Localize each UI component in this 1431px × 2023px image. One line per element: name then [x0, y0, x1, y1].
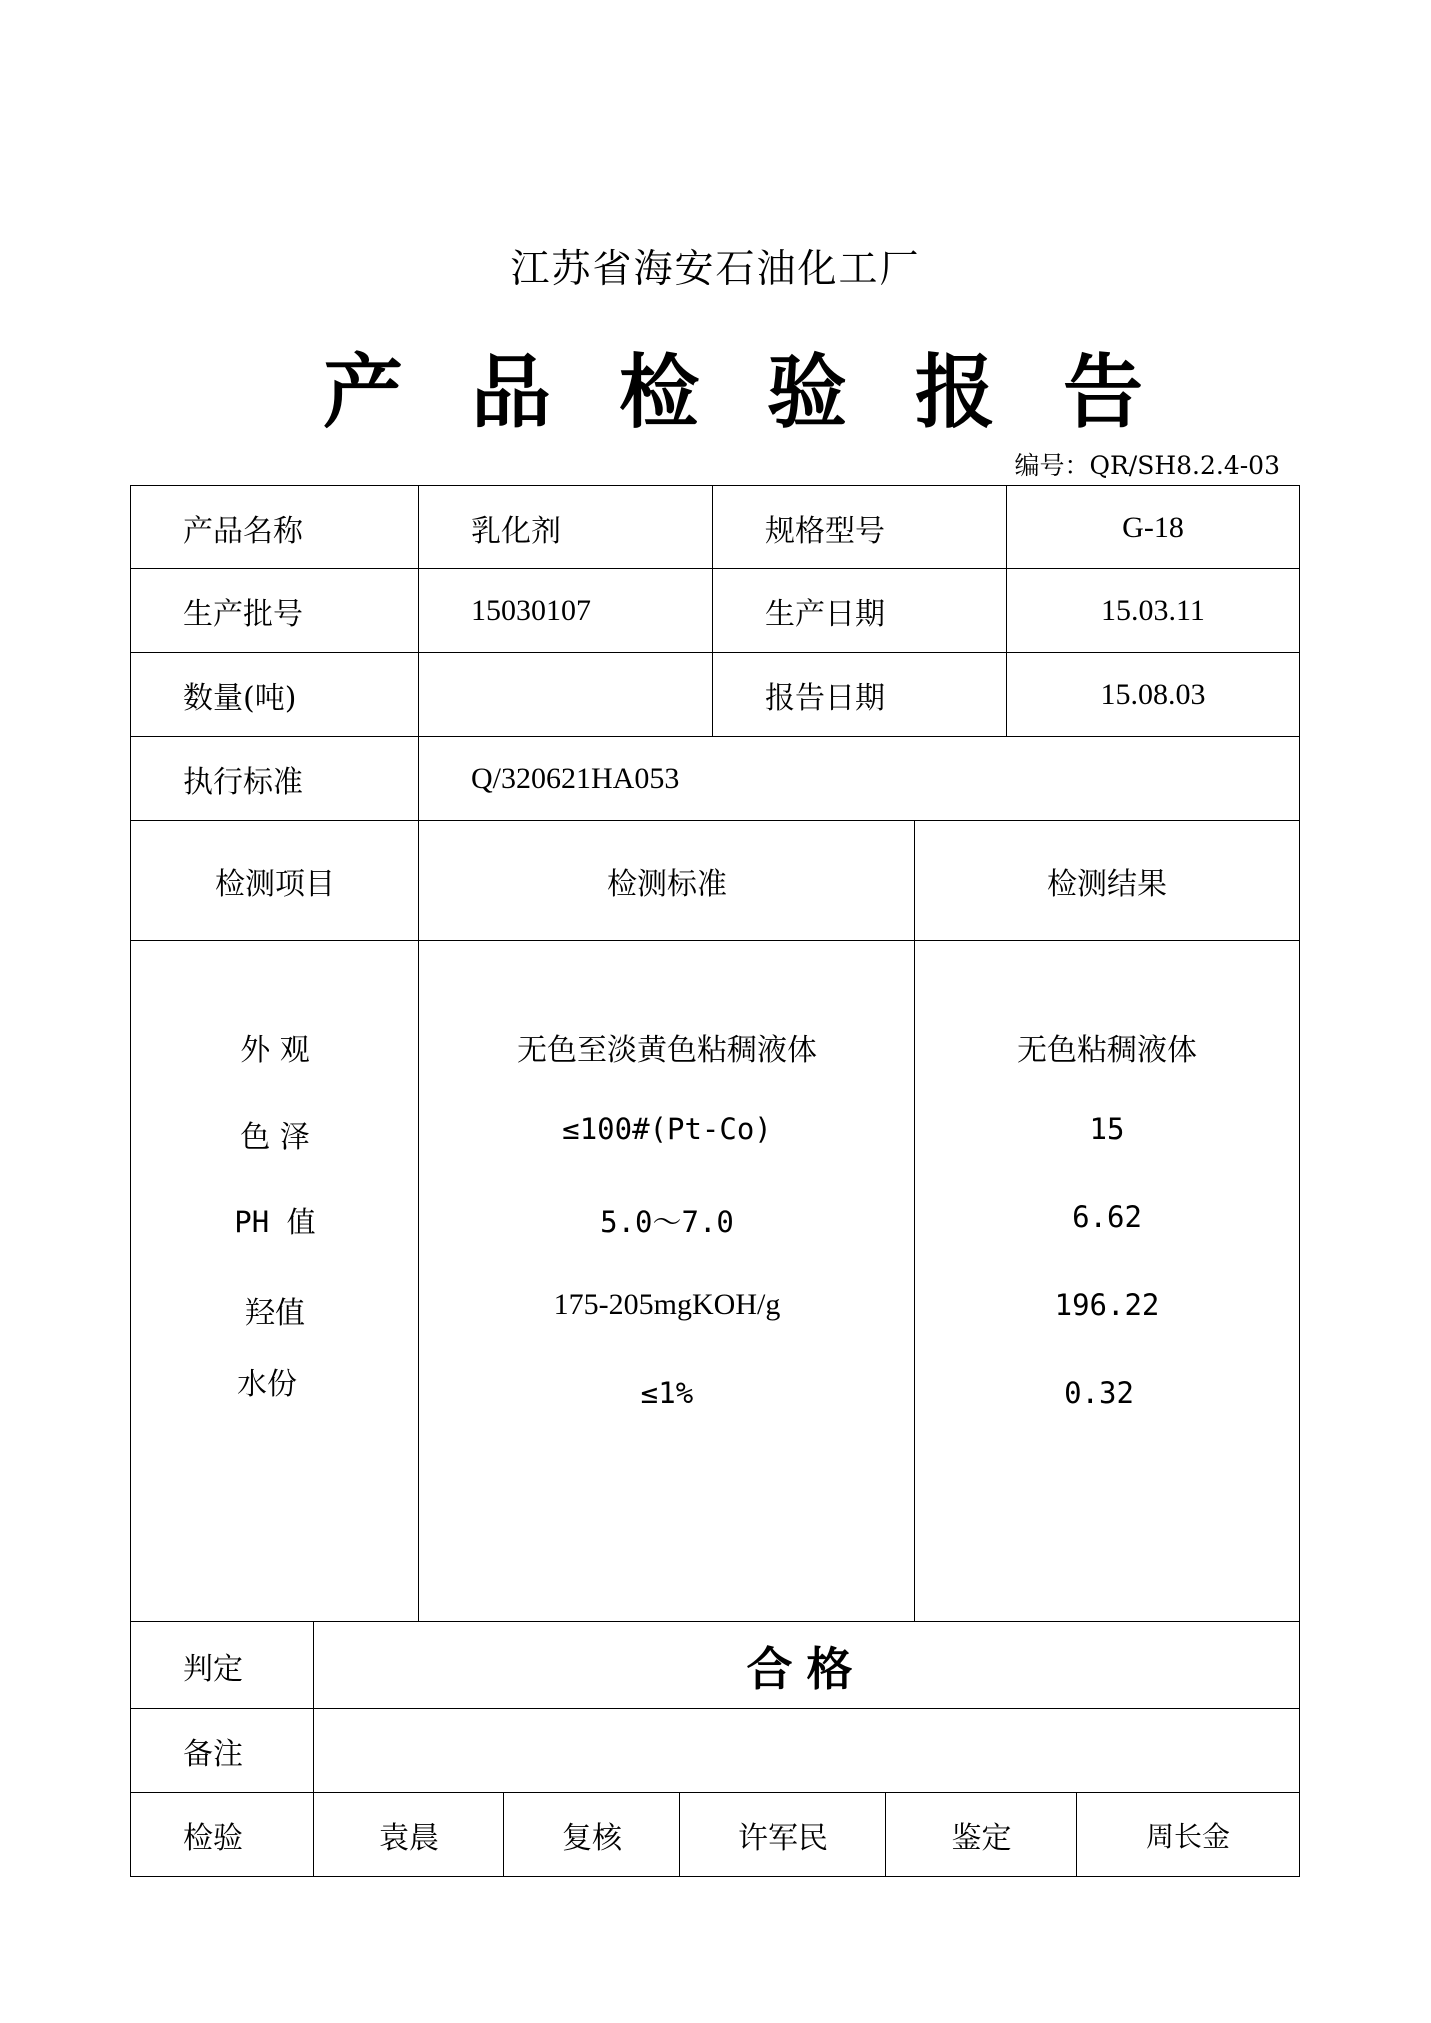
title-char: 品 [471, 346, 551, 439]
test-item: PH 值 [234, 1205, 316, 1239]
test-standard: 5.0～7.0 [600, 1205, 734, 1239]
test-item: 外 观 [240, 1033, 310, 1068]
report-date-label: 报告日期 [712, 652, 1008, 738]
quantity-label: 数量(吨) [130, 652, 420, 738]
inspect-label: 检验 [130, 1792, 315, 1877]
title-char: 产 [323, 346, 403, 439]
reviewer-name: 许军民 [679, 1792, 887, 1877]
spec-label: 规格型号 [712, 485, 1008, 570]
remarks-value [313, 1708, 1300, 1794]
test-result: 196.22 [1054, 1288, 1160, 1322]
quantity-value [418, 652, 714, 738]
production-date-label: 生产日期 [712, 568, 1008, 654]
test-result: 0.32 [1064, 1376, 1134, 1410]
judgement-value: 合格 [313, 1621, 1300, 1710]
test-result-header: 检测结果 [914, 820, 1300, 942]
batch-value: 15030107 [418, 568, 714, 654]
test-standard-header: 检测标准 [418, 820, 916, 942]
standard-value: Q/320621HA053 [418, 736, 1300, 822]
title-char: 验 [767, 346, 847, 439]
test-results-column [914, 940, 1300, 1623]
remarks-label: 备注 [130, 1708, 315, 1794]
review-label: 复核 [503, 1792, 681, 1877]
company-name: 江苏省海安石油化工厂 [510, 247, 921, 292]
title-char: 报 [915, 346, 995, 439]
production-date-value: 15.03.11 [1006, 568, 1300, 654]
inspector-name: 袁晨 [313, 1792, 505, 1877]
report-title [323, 328, 1143, 443]
test-result: 15 [1089, 1112, 1125, 1146]
test-items-column [130, 940, 420, 1623]
test-result: 无色粘稠液体 [1017, 1033, 1197, 1068]
batch-label: 生产批号 [130, 568, 420, 654]
test-standard: ≤1% [640, 1376, 694, 1410]
title-char: 检 [619, 346, 699, 439]
product-name-label: 产品名称 [130, 485, 420, 570]
product-name-value: 乳化剂 [418, 485, 714, 570]
test-standard: 无色至淡黄色粘稠液体 [517, 1033, 817, 1068]
judgement-label: 判定 [130, 1621, 315, 1710]
test-standards-column [418, 940, 916, 1623]
test-item: 水份 [237, 1367, 297, 1402]
approve-label: 鉴定 [885, 1792, 1078, 1877]
approver-name: 周长金 [1076, 1792, 1300, 1877]
document-number: 编号：QR/SH8.2.4-03 [1014, 451, 1280, 480]
spec-value: G-18 [1006, 485, 1300, 570]
test-item: 羟值 [245, 1296, 305, 1331]
standard-label: 执行标准 [130, 736, 420, 822]
test-standard: 175-205mgKOH/g [553, 1288, 781, 1321]
test-result: 6.62 [1072, 1200, 1142, 1234]
test-standard: ≤100#(Pt-Co) [562, 1112, 772, 1146]
report-form [130, 485, 1300, 1877]
test-item-header: 检测项目 [130, 820, 420, 942]
title-char: 告 [1063, 346, 1143, 439]
report-date-value: 15.08.03 [1006, 652, 1300, 738]
test-item: 色 泽 [240, 1120, 310, 1155]
